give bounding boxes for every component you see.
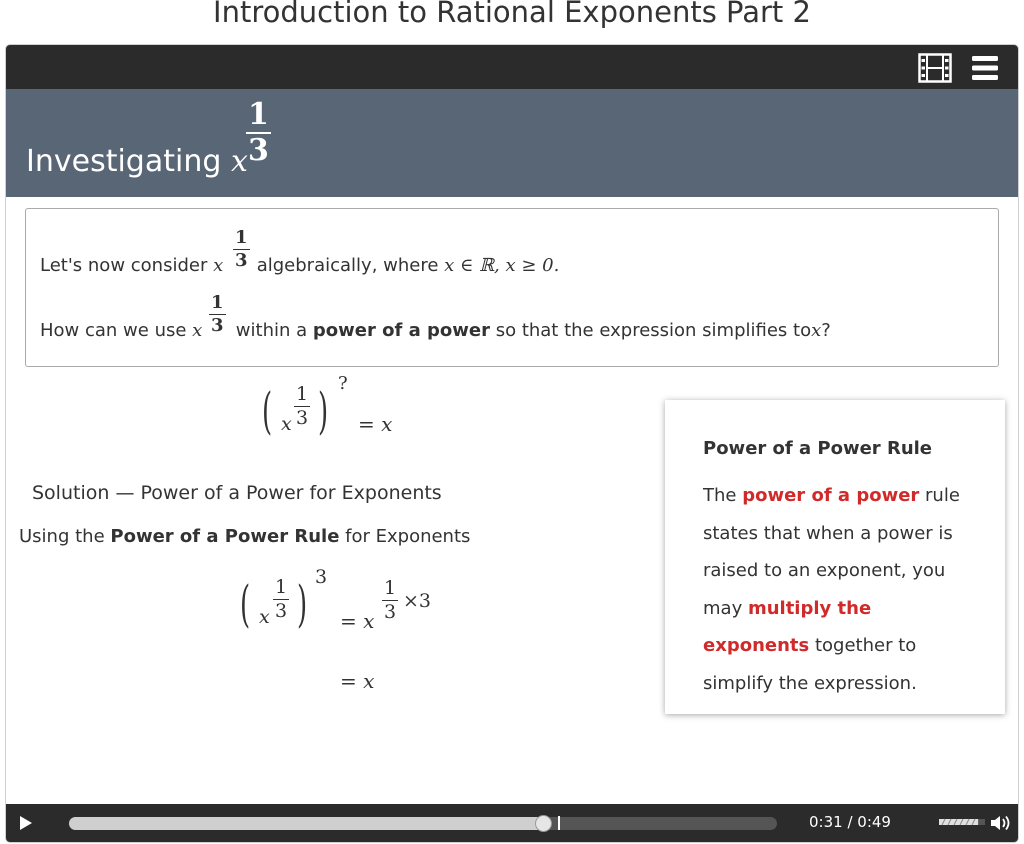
solution-text-pre: Using the: [19, 526, 105, 547]
exponent-denominator: 3: [384, 601, 397, 623]
intro-line-1-exponent: [233, 229, 250, 270]
exponent-numerator: 1: [248, 97, 269, 132]
progress-fill: [69, 817, 543, 830]
solution-right-paren: ): [297, 577, 308, 635]
slide-header: [6, 89, 1018, 197]
solution-left-paren: (: [240, 577, 251, 635]
exponent-denominator: 3: [235, 250, 248, 271]
intro-box: [25, 208, 999, 367]
volume-slider[interactable]: [939, 818, 985, 826]
intro-line-2-var-end: x: [811, 320, 822, 341]
rule-text-2: rule states that when a power is raised to an exponent, you may: [703, 485, 960, 619]
rule-highlight-1: power of a power: [742, 485, 920, 506]
buffer-marker: [558, 816, 560, 830]
solution-text-bold: Power of a Power Rule: [110, 526, 340, 547]
intro-line-2-var: x: [192, 320, 203, 341]
rule-card-body: [703, 477, 983, 702]
rule-text-1: The: [703, 485, 737, 506]
intro-line-1-post: algebraically, where: [256, 255, 439, 276]
exponent-numerator: 1: [384, 577, 397, 599]
right-paren: ): [318, 384, 329, 442]
solution-equals-1: = x: [340, 609, 375, 633]
menu-icon[interactable]: [970, 53, 1000, 83]
player-controls: [6, 804, 1018, 842]
question-exponent: [294, 385, 310, 428]
player-top-bar: [6, 45, 1018, 89]
rule-text-3: together to simplify the expression.: [703, 635, 917, 694]
rule-card-title: Power of a Power Rule: [703, 438, 933, 459]
time-display: 0:31 / 0:49: [809, 813, 891, 831]
intro-line-2-exponent: [209, 294, 226, 335]
intro-line-2-post: so that the expression simplifies to: [495, 320, 812, 341]
solution-inner-exponent: [273, 578, 289, 621]
intro-line-2-end: ?: [821, 320, 831, 341]
solution-result-exponent: [382, 579, 398, 622]
film-icon[interactable]: [918, 53, 952, 83]
power-rule-card: [665, 400, 1005, 714]
solution-heading: Solution — Power of a Power for Exponents: [32, 482, 442, 504]
intro-line-1-math: x ∈ ℝ, x ≥ 0.: [444, 255, 560, 276]
intro-line-1: [40, 255, 559, 276]
solution-text: [19, 526, 470, 547]
page-title: Introduction to Rational Exponents Part 2: [213, 0, 811, 29]
rule-highlight-2: multiply the exponents: [703, 597, 872, 656]
question-equals: = x: [358, 412, 393, 436]
exponent-numerator: 1: [235, 227, 248, 248]
intro-line-2-bold: power of a power: [312, 320, 490, 341]
intro-line-2-mid: within a: [235, 320, 308, 341]
exponent-numerator: 1: [275, 576, 288, 598]
exponent-numerator: 1: [211, 292, 224, 313]
slide-title-exponent: [246, 97, 271, 168]
exponent-denominator: 3: [248, 133, 269, 168]
solution-times-three: ×3: [403, 590, 432, 612]
video-player: [6, 45, 1018, 842]
left-paren: (: [262, 384, 273, 442]
solution-equals-2: = x: [340, 669, 375, 693]
question-outer-exponent: ?: [338, 373, 348, 394]
solution-var: x: [259, 606, 270, 628]
play-icon[interactable]: [20, 816, 32, 830]
slide-title-text: Investigating: [26, 144, 222, 179]
progress-bar[interactable]: [69, 817, 777, 830]
intro-line-1-var: x: [213, 255, 224, 276]
slide-title-var: x: [230, 144, 248, 179]
exponent-denominator: 3: [211, 315, 224, 336]
exponent-numerator: 1: [296, 383, 309, 405]
exponent-denominator: 3: [296, 407, 309, 429]
solution-outer-exponent: 3: [315, 566, 328, 588]
exponent-denominator: 3: [275, 600, 288, 622]
slide-title: [26, 144, 248, 180]
intro-line-2-pre: How can we use: [40, 320, 187, 341]
intro-line-2: [40, 320, 831, 341]
volume-icon[interactable]: [990, 814, 1012, 832]
intro-line-1-pre: Let's now consider: [40, 255, 208, 276]
solution-text-post: for Exponents: [345, 526, 471, 547]
question-var: x: [281, 413, 292, 435]
